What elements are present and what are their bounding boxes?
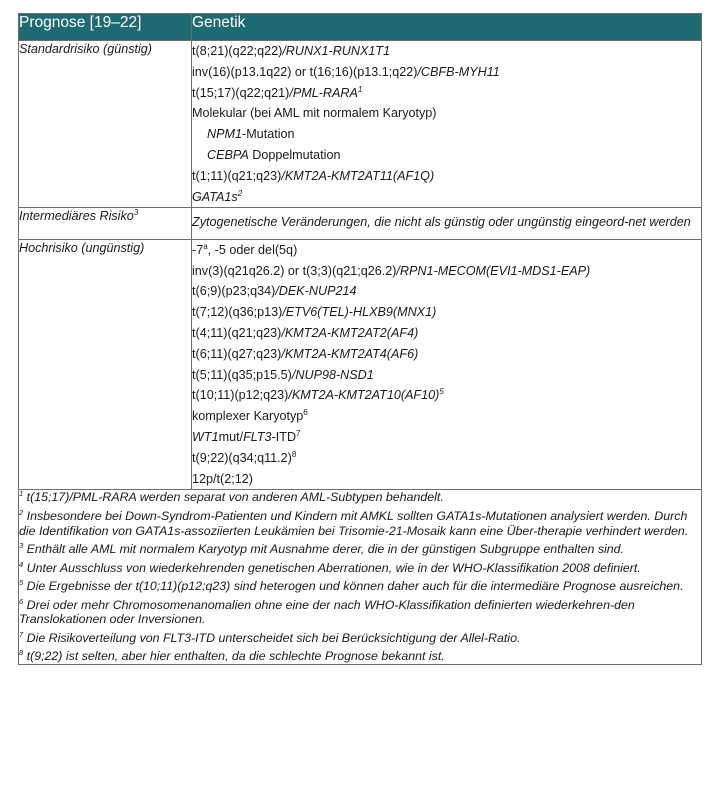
- genetics-text: inv(16)(p13.1q22) or t(16;16)(p13.1;q22): [192, 64, 418, 79]
- footnote-ref: 6: [303, 408, 308, 418]
- footnote: [19, 509, 701, 539]
- genetics-text: Doppelmutation: [248, 147, 341, 162]
- risk-label-text: Hochrisiko (ungünstig): [19, 240, 145, 255]
- genetics-item: [192, 62, 701, 83]
- genetics-text: /PML-RARA: [289, 85, 358, 100]
- genetics-item: [192, 448, 701, 469]
- genetics-text: /KMT2A-KMT2AT4(AF6): [281, 346, 419, 361]
- genetics-item: [192, 83, 701, 104]
- genetics-text: /CBFB-MYH11: [417, 64, 500, 79]
- genetics-text: t(10;11)(p12;q23): [192, 388, 289, 403]
- footnotes-row: [19, 490, 702, 665]
- genetics-text: /RPN1-MECOM(EVI1-MDS1-EAP): [396, 263, 591, 278]
- genetics-item: [192, 323, 701, 344]
- genetics-text: t(1;11)(q21;q23): [192, 168, 282, 183]
- risk-label-intermediate: [19, 208, 192, 240]
- footnote: [19, 598, 701, 628]
- footnote: [19, 561, 701, 576]
- genetics-list-high: [192, 239, 702, 490]
- genetics-text: , -5 oder del(5q): [207, 242, 298, 257]
- genetics-text: -Mutation: [242, 127, 295, 142]
- footnote-ref: a: [203, 241, 208, 251]
- genetics-text: inv(3)(q21q26.2) or t(3;3)(q21;q26.2): [192, 263, 397, 278]
- footnote-ref: 2: [237, 188, 243, 198]
- genetics-text: t(6;9)(p23;q34): [192, 284, 276, 299]
- genetics-text: /RUNX1-RUNX1T1: [282, 44, 391, 58]
- footnote-text: Unter Ausschluss von wiederkehrenden genetischen Aberrationen, wie in der WHO-Klassifikation 2008 definiert.: [26, 560, 641, 575]
- header-prognose: Prognose [19–22]: [19, 14, 192, 41]
- genetics-text: /DEK-NUP214: [275, 284, 357, 299]
- genetics-item: [192, 187, 701, 208]
- genetics-text: t(4;11)(q21;q23): [192, 326, 282, 341]
- genetics-item: [192, 344, 701, 365]
- genetics-text: /NUP98-NSD1: [291, 367, 374, 382]
- footnote: [19, 542, 701, 557]
- genetics-item: [192, 166, 701, 187]
- genetics-text: /KMT2A-KMT2AT2(AF4): [281, 326, 419, 341]
- genetics-text: t(8;21)(q22;q22): [192, 44, 283, 58]
- genetics-text: FLT3: [243, 430, 272, 445]
- footnote-number: 2: [19, 507, 24, 517]
- footnote-text: t(15;17)/PML-RARA werden separat von anderen AML-Subtypen behandelt.: [26, 490, 444, 505]
- genetics-item: [192, 124, 701, 145]
- footnote-ref: 5: [439, 387, 444, 397]
- genetics-text: /ETV6(TEL)-HLXB9(MNX1): [282, 305, 437, 320]
- genetics-text: 12p/t(2;12): [192, 471, 253, 486]
- genetics-text: t(9;22)(q34;q11.2): [192, 450, 292, 465]
- risk-label-text: Intermediäres Risiko: [19, 209, 134, 224]
- genetics-item: [192, 385, 701, 406]
- genetics-text: t(6;11)(q27;q23): [192, 346, 282, 361]
- genetics-text: -ITD: [271, 430, 297, 445]
- genetics-item: [192, 145, 701, 166]
- footnote-ref: 1: [357, 84, 363, 94]
- prognosis-table-container: [18, 13, 701, 665]
- footnote-text: t(9;22) ist selten, aber hier enthalten, da die schlechte Prognose bekannt ist.: [26, 649, 445, 664]
- genetics-text: t(7;12)(q36;p13): [192, 305, 283, 320]
- prognosis-table: [18, 13, 702, 665]
- footnote: [19, 631, 701, 646]
- genetics-text: komplexer Karyotyp: [192, 409, 304, 424]
- footnote-text: Die Risikoverteilung von FLT3-ITD unterscheidet sich bei Berücksichtigung der Allel-Ratio.: [26, 630, 521, 645]
- genetics-text: t(15;17)(q22;q21): [192, 85, 290, 100]
- genetics-item: [192, 261, 701, 282]
- footnote-number: 7: [19, 629, 24, 639]
- genetics-item: [192, 103, 701, 124]
- intermediate-text: Zytogenetische Veränderungen, die nicht als günstig oder ungünstig eingeord-net werden: [192, 215, 691, 230]
- footnote: [19, 649, 701, 664]
- footnote-text: Die Ergebnisse der t(10;11)(p12;q23) sind heterogen und können daher auch für die intermediäre Prognose ausreichen.: [26, 579, 684, 594]
- genetics-item: [192, 240, 701, 261]
- genetics-item: [192, 427, 701, 448]
- footnote-ref: 3: [133, 208, 139, 218]
- footnote-number: 5: [19, 578, 24, 588]
- footnote-number: 8: [19, 648, 24, 658]
- genetics-text: /KMT2A-KMT2AT10(AF10): [288, 388, 440, 403]
- genetics-item: [192, 41, 701, 62]
- risk-label-text: Standardrisiko (günstig): [19, 42, 152, 56]
- row-intermediaer: [19, 208, 702, 240]
- footnote-number: 6: [19, 596, 24, 606]
- footnote-text: Drei oder mehr Chromosomenanomalien ohne eine der nach WHO-Klassifikation definierten wiederkehren-den Translokationen oder Inversionen.: [19, 597, 635, 627]
- footnote-number: 1: [19, 489, 24, 499]
- footnote: [19, 579, 701, 594]
- footnote-ref: 8: [291, 449, 297, 459]
- risk-label-high: [19, 239, 192, 490]
- footnotes: [19, 490, 702, 665]
- footnote: [19, 490, 701, 505]
- genetics-text: Molekular (bei AML mit normalem Karyotyp): [192, 106, 437, 121]
- genetics-intermediate: [192, 208, 702, 240]
- genetics-text: t(5;11)(q35;p15.5): [192, 367, 292, 382]
- genetics-item: [192, 281, 701, 302]
- genetics-item: [192, 406, 701, 427]
- genetics-text: mut/: [218, 430, 244, 445]
- genetics-text: CEBPA: [207, 147, 249, 162]
- footnote-ref: 7: [296, 428, 301, 438]
- footnote-text: Enthält alle AML mit normalem Karyotyp mit Ausnahme derer, die in der günstigen Subgruppe enthalten sind.: [26, 542, 625, 557]
- row-standardrisiko: [19, 41, 702, 208]
- table-header-row: [19, 14, 702, 41]
- footnote-text: Insbesondere bei Down-Syndrom-Patienten und Kindern mit AMKL sollten GATA1s-Mutationen analysiert werden. Durch die Identifikation von GATA1s-assoziierten Leukämien bei Trisomie-21-Mosaik kann eine Über-therapie verhindert werden.: [19, 508, 689, 538]
- genetics-text: /KMT2A-KMT2AT11(AF1Q): [281, 168, 435, 183]
- risk-label-standard: [19, 41, 192, 208]
- genetics-list-standard: [192, 41, 702, 208]
- genetics-text: NPM1: [207, 127, 242, 142]
- footnote-number: 3: [19, 541, 24, 551]
- genetics-text: GATA1s: [192, 189, 238, 204]
- footnote-number: 4: [19, 559, 24, 569]
- genetics-item: [192, 365, 701, 386]
- genetics-item: [192, 302, 701, 323]
- row-hochrisiko: [19, 239, 702, 490]
- genetics-text: WT1: [192, 430, 219, 445]
- header-genetik: Genetik: [192, 14, 702, 41]
- genetics-item: [192, 469, 701, 490]
- genetics-text: -7: [192, 242, 204, 257]
